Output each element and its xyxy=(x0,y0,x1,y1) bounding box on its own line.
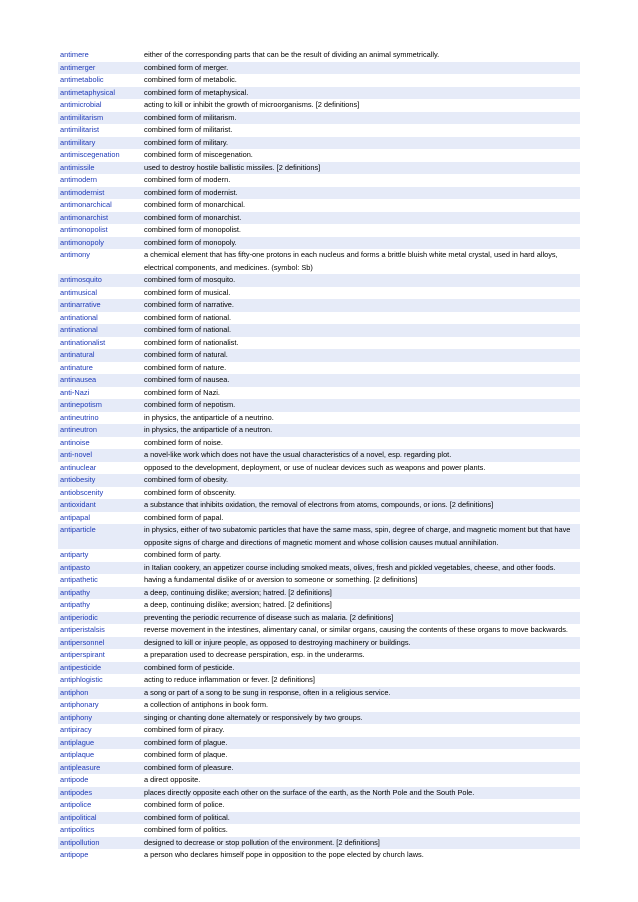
entry-term: antipode xyxy=(60,775,89,784)
entry-term: antipathy xyxy=(58,587,142,600)
entry-term: antiobscenity xyxy=(60,487,104,497)
entry-row xyxy=(58,737,580,750)
entry-definition: combined form of national. xyxy=(142,324,580,337)
entry-term: antinarrative xyxy=(58,299,142,312)
entry-term: antiphlogistic xyxy=(60,675,103,684)
entry-term: antimilitary xyxy=(58,137,142,150)
entry-definition: combined form of political. xyxy=(142,812,580,825)
entry-term: antipolitical xyxy=(58,812,142,825)
entry-term: antinationalist xyxy=(60,337,106,347)
entry-definition: a song or part of a song to be sung in response, often in a religious service. xyxy=(142,687,580,700)
entry-term: antipodes xyxy=(58,787,142,800)
entry-definition: having a fundamental dislike of or aversion to someone or something. [2 definitions] xyxy=(144,575,418,584)
entry-term: antipapal xyxy=(60,512,90,522)
entry-term: antinepotism xyxy=(58,399,142,412)
entry-row xyxy=(58,624,580,637)
entry-row xyxy=(58,62,580,75)
entry-term: antinatural xyxy=(58,349,142,362)
entry-term: antiperiodic xyxy=(58,612,142,625)
entry-definition: a collection of antiphons in book form. xyxy=(144,700,269,709)
entry-row xyxy=(58,224,580,237)
entry-term: antipollution xyxy=(58,837,142,850)
entry-row xyxy=(58,374,580,387)
entry-row xyxy=(58,287,580,300)
entry-term: antimerger xyxy=(58,62,142,75)
entry-term: antiparty xyxy=(60,550,89,559)
entry-definition: combined form of pesticide. xyxy=(142,662,580,675)
entry-term: antiparticle xyxy=(58,524,142,549)
entry-term: antimonarchical xyxy=(60,200,112,209)
entry-definition: combined form of papal. xyxy=(144,512,224,522)
entry-definition: reverse movement in the intestines, alimentary canal, or similar organs, causing the contents of these organs to move backwards. xyxy=(144,625,568,634)
entry-row xyxy=(58,799,580,812)
entry-definition: combined form of nepotism. xyxy=(142,399,580,412)
entry-term: antipathetic xyxy=(60,575,98,584)
entry-definition: combined form of narrative. xyxy=(142,299,580,312)
entry-term: antipolitics xyxy=(60,825,95,834)
entry-row xyxy=(58,549,580,562)
entry-term: antipasto xyxy=(58,562,142,575)
entry-definition: combined form of pleasure. xyxy=(142,762,580,775)
entry-row xyxy=(58,387,580,400)
entry-definition: in physics, either of two subatomic particles that have the same mass, spin, degree of charge, and magnetic moment but that have opposite signs of charge and directions of magnetic moment and whose collision causes mutual annihilation. xyxy=(142,524,580,549)
entry-row xyxy=(58,99,580,112)
entry-row xyxy=(58,149,580,162)
entry-term: antipiracy xyxy=(60,725,92,734)
entry-row xyxy=(58,749,580,762)
entry-term: antiplaque xyxy=(60,750,95,759)
entry-row xyxy=(58,362,580,375)
entry-term: antimodern xyxy=(60,175,97,184)
entry-row xyxy=(58,162,580,175)
entry-definition: combined form of nausea. xyxy=(142,374,580,387)
entry-definition: combined form of metabolic. xyxy=(144,75,237,84)
entry-term: antiphony xyxy=(58,712,142,725)
entry-row xyxy=(58,337,580,350)
entry-term: antioxidant xyxy=(58,499,142,512)
entry-row xyxy=(58,324,580,337)
entry-term: antineutron xyxy=(58,424,142,437)
entry-term: antimere xyxy=(60,50,89,59)
entry-row xyxy=(58,774,580,787)
entry-term: antiphonary xyxy=(60,700,99,709)
entry-definition: designed to decrease or stop pollution of the environment. [2 definitions] xyxy=(142,837,580,850)
entry-row xyxy=(58,212,580,225)
entry-term: antipersonnel xyxy=(58,637,142,650)
entry-row xyxy=(58,824,580,837)
entry-definition: in physics, the antiparticle of a neutron. xyxy=(142,424,580,437)
entry-row xyxy=(58,587,580,600)
entry-term: antinature xyxy=(60,362,93,372)
entry-definition: combined form of monarchist. xyxy=(142,212,580,225)
entry-row xyxy=(58,124,580,137)
entry-term: antiperspirant xyxy=(60,650,105,659)
entry-row xyxy=(58,199,580,212)
entry-definition: combined form of natural. xyxy=(142,349,580,362)
entry-row xyxy=(58,112,580,125)
entry-definition: a person who declares himself pope in opposition to the pope elected by church laws. xyxy=(144,850,424,859)
entry-definition: combined form of merger. xyxy=(142,62,580,75)
entry-definition: places directly opposite each other on the surface of the earth, as the North Pole and the South Pole. xyxy=(142,787,580,800)
entry-row xyxy=(58,562,580,575)
entry-definition: combined form of plague. xyxy=(142,737,580,750)
entry-row xyxy=(58,637,580,650)
entry-term: antiobesity xyxy=(58,474,142,487)
entry-term: anti-novel xyxy=(58,449,142,462)
entry-row xyxy=(58,487,580,500)
entry-definition: combined form of metaphysical. xyxy=(142,87,580,100)
entry-term: antimetaphysical xyxy=(58,87,142,100)
entry-term: antimusical xyxy=(60,287,97,297)
entry-row xyxy=(58,512,580,525)
entry-definition: combined form of monopoly. xyxy=(142,237,580,250)
entry-definition: in Italian cookery, an appetizer course including smoked meats, olives, fresh and pickled vegetables, cheese, and other foods. xyxy=(142,562,580,575)
entry-definition: a deep, continuing dislike; aversion; hatred. [2 definitions] xyxy=(144,600,332,609)
entry-row xyxy=(58,787,580,800)
entry-definition: combined form of monopolist. xyxy=(144,225,241,234)
entry-row xyxy=(58,274,580,287)
entry-row xyxy=(58,462,580,475)
entry-row xyxy=(58,299,580,312)
entry-definition: combined form of obesity. xyxy=(142,474,580,487)
entry-row xyxy=(58,687,580,700)
entry-definition: designed to kill or injure people, as opposed to destroying machinery or buildings. xyxy=(142,637,580,650)
entry-definition: opposed to the development, deployment, or use of nuclear devices such as weapons and power plants. xyxy=(144,462,486,472)
entry-term: antimony xyxy=(60,250,90,259)
entry-row xyxy=(58,649,580,662)
entry-row xyxy=(58,187,580,200)
entry-term: antineutrino xyxy=(60,412,99,422)
entry-term: antimodernist xyxy=(58,187,142,200)
entry-definition: combined form of modernist. xyxy=(142,187,580,200)
entry-row xyxy=(58,599,580,612)
entry-row xyxy=(58,237,580,250)
entry-term: antimilitarism xyxy=(58,112,142,125)
entry-term: antipesticide xyxy=(58,662,142,675)
entry-term: antimissile xyxy=(58,162,142,175)
entry-definition: combined form of mosquito. xyxy=(142,274,580,287)
entry-term: antiperistalsis xyxy=(60,625,105,634)
entry-definition: combined form of militarist. xyxy=(144,125,233,134)
entry-row xyxy=(58,399,580,412)
entry-definition: combined form of miscegenation. xyxy=(144,150,253,159)
entry-row xyxy=(58,349,580,362)
entry-definition: combined form of military. xyxy=(142,137,580,150)
entry-row xyxy=(58,724,580,737)
entry-term: antinuclear xyxy=(60,462,97,472)
entry-row xyxy=(58,137,580,150)
entry-row xyxy=(58,249,580,274)
entry-term: antimosquito xyxy=(58,274,142,287)
entry-definition: combined form of piracy. xyxy=(144,725,225,734)
entry-definition: combined form of politics. xyxy=(144,825,228,834)
entry-term: antimilitarist xyxy=(60,125,100,134)
entry-row xyxy=(58,712,580,725)
entry-term: anti-Nazi xyxy=(60,387,90,397)
entry-row xyxy=(58,499,580,512)
entry-definition: combined form of Nazi. xyxy=(144,387,220,397)
entry-definition: combined form of plaque. xyxy=(144,750,228,759)
entry-row xyxy=(58,424,580,437)
entry-term: antimetabolic xyxy=(60,75,104,84)
entry-term: antipope xyxy=(60,850,89,859)
entry-term: antimonopoly xyxy=(58,237,142,250)
entry-row xyxy=(58,662,580,675)
entry-row xyxy=(58,837,580,850)
entry-definition: in physics, the antiparticle of a neutrino. xyxy=(144,412,274,422)
glossary-body xyxy=(58,49,580,862)
entry-definition: combined form of noise. xyxy=(144,437,223,447)
entry-definition: combined form of nature. xyxy=(144,362,227,372)
entry-row xyxy=(58,49,580,62)
entry-term: antinoise xyxy=(60,437,90,447)
entry-term: antimonarchist xyxy=(58,212,142,225)
entry-definition: a deep, continuing dislike; aversion; hatred. [2 definitions] xyxy=(142,587,580,600)
entry-row xyxy=(58,612,580,625)
entry-definition: a preparation used to decrease perspiration, esp. in the underarms. xyxy=(144,650,365,659)
entry-row xyxy=(58,574,580,587)
entry-term: antimiscegenation xyxy=(60,150,120,159)
entry-definition: combined form of national. xyxy=(144,312,232,322)
entry-definition: combined form of militarism. xyxy=(142,112,580,125)
entry-definition: combined form of nationalist. xyxy=(144,337,239,347)
glossary-table xyxy=(58,49,580,862)
entry-row xyxy=(58,449,580,462)
entry-term: antinausea xyxy=(58,374,142,387)
entry-definition: combined form of musical. xyxy=(144,287,231,297)
entry-definition: acting to kill or inhibit the growth of microorganisms. [2 definitions] xyxy=(144,100,360,109)
entry-definition: used to destroy hostile ballistic missiles. [2 definitions] xyxy=(142,162,580,175)
entry-definition: preventing the periodic recurrence of disease such as malaria. [2 definitions] xyxy=(142,612,580,625)
entry-row xyxy=(58,74,580,87)
entry-row xyxy=(58,699,580,712)
entry-row xyxy=(58,474,580,487)
entry-definition: either of the corresponding parts that can be the result of dividing an animal symmetrically. xyxy=(144,50,440,59)
entry-row xyxy=(58,524,580,549)
entry-definition: a substance that inhibits oxidation, the removal of electrons from atoms, compounds, or ions. [2 definitions] xyxy=(142,499,580,512)
entry-definition: a direct opposite. xyxy=(144,775,201,784)
entry-term: antinational xyxy=(60,312,98,322)
entry-definition: combined form of monarchical. xyxy=(144,200,246,209)
entry-term: antinational xyxy=(58,324,142,337)
entry-row xyxy=(58,812,580,825)
entry-row xyxy=(58,674,580,687)
entry-term: antiplague xyxy=(58,737,142,750)
entry-row xyxy=(58,762,580,775)
entry-term: antiphon xyxy=(58,687,142,700)
entry-term: antipathy xyxy=(60,600,90,609)
entry-definition: combined form of obscenity. xyxy=(144,487,236,497)
entry-row xyxy=(58,312,580,325)
entry-term: antimonopolist xyxy=(60,225,108,234)
entry-row xyxy=(58,849,580,862)
entry-row xyxy=(58,412,580,425)
entry-definition: combined form of party. xyxy=(144,550,222,559)
entry-definition: combined form of police. xyxy=(144,800,225,809)
entry-definition: acting to reduce inflammation or fever. [2 definitions] xyxy=(144,675,315,684)
entry-term: antipolice xyxy=(60,800,92,809)
entry-term: antipleasure xyxy=(58,762,142,775)
entry-definition: a novel-like work which does not have the usual characteristics of a novel, esp. regarding plot. xyxy=(142,449,580,462)
entry-row xyxy=(58,437,580,450)
entry-definition: combined form of modern. xyxy=(144,175,231,184)
entry-definition: a chemical element that has fifty-one protons in each nucleus and forms a brittle bluish white metal crystal, used in hard alloys, electrical components, and medicines. (symbol: Sb) xyxy=(144,250,558,272)
entry-definition: singing or chanting done alternately or responsively by two groups. xyxy=(142,712,580,725)
entry-row xyxy=(58,174,580,187)
entry-row xyxy=(58,87,580,100)
entry-term: antimicrobial xyxy=(60,100,102,109)
